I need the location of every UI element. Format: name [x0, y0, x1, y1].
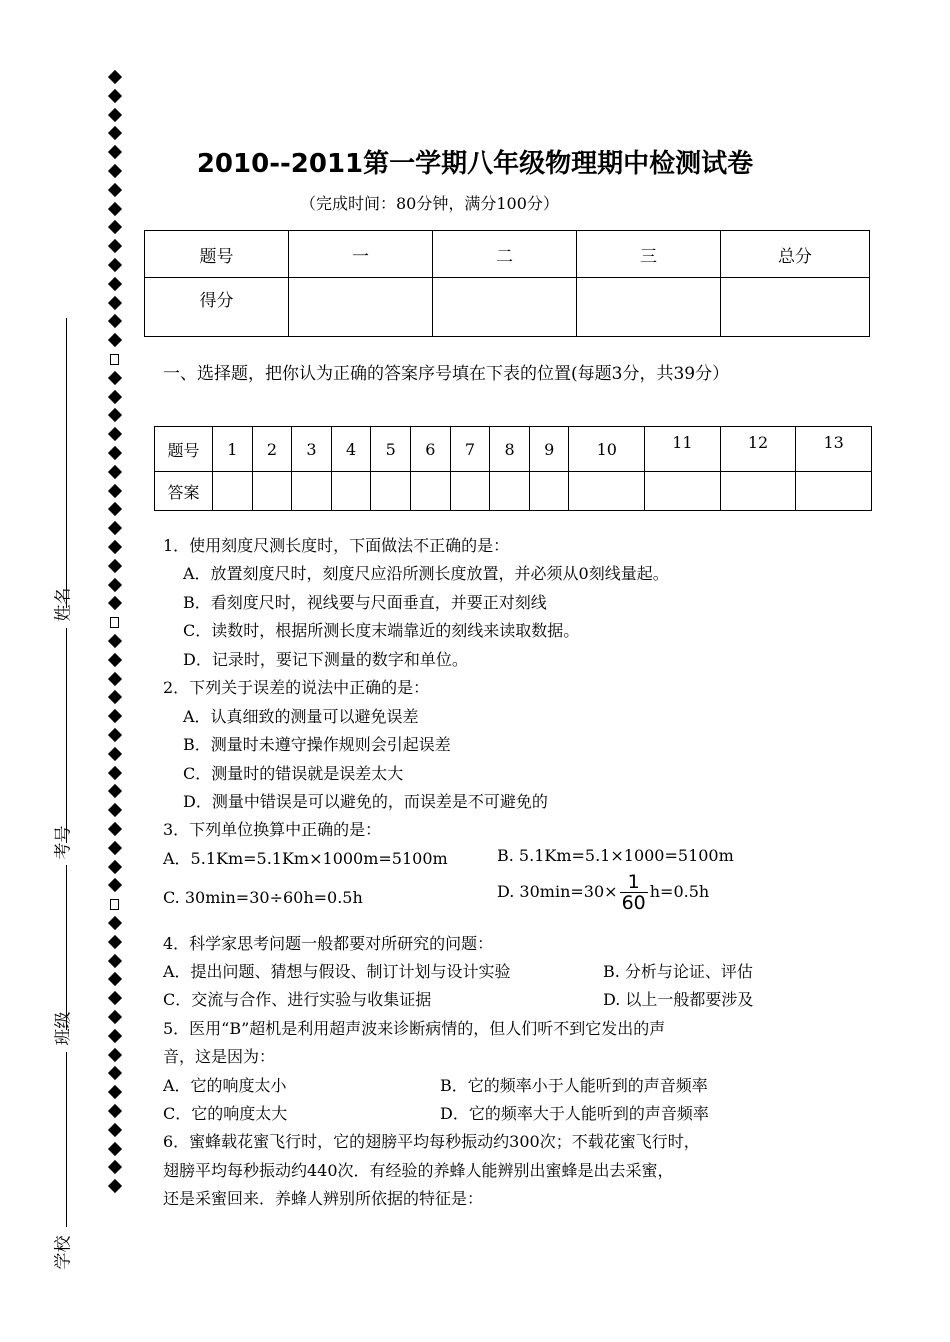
binding-square [110, 354, 119, 365]
score-header-cell: 一 [289, 231, 433, 278]
question-4-option-a: A．提出问题、猜想与假设、制订计划与设计实验 [163, 962, 511, 981]
binding-diamond [108, 766, 122, 780]
binding-diamond [108, 446, 122, 460]
question-number-cell: 1 [213, 427, 253, 472]
binding-diamond [108, 258, 122, 272]
score-cell[interactable] [433, 278, 577, 337]
answer-cell[interactable] [252, 472, 292, 511]
score-row-label: 得分 [145, 278, 289, 337]
question-5-option-b: B．它的频率小于人能听到的声音频率 [440, 1076, 708, 1095]
score-value-row [145, 278, 870, 337]
answer-cell[interactable] [529, 472, 569, 511]
score-header-row [145, 231, 870, 278]
question-number-cell: 10 [569, 427, 645, 472]
name-line [66, 318, 67, 608]
binding-diamond [108, 427, 122, 441]
question-1-stem: 1．使用刻度尺测长度时，下面做法不正确的是： [163, 536, 510, 555]
binding-diamond [108, 70, 122, 84]
question-6-line-3: 还是采蜜回来．养蜂人辨别所依据的特征是： [163, 1189, 484, 1208]
binding-diamond [108, 314, 122, 328]
question-4-option-d: D. 以上一般都要涉及 [603, 990, 754, 1009]
answer-input-row [155, 472, 872, 511]
question-3-stem: 3．下列单位换算中正确的是： [163, 820, 382, 839]
binding-diamond [108, 1142, 122, 1156]
binding-diamond [108, 502, 122, 516]
question-3-option-d-prefix: D. 30min=30× [497, 882, 618, 901]
binding-diamond [108, 277, 122, 291]
class-label: 班级 [53, 1011, 74, 1046]
school-label: 学校 [53, 1235, 74, 1270]
question-number-cell: 7 [450, 427, 490, 472]
question-4-option-b: B. 分析与论证、评估 [603, 962, 753, 981]
question-5-stem-line-2: 音，这是因为： [163, 1047, 276, 1066]
question-1-option-c: C．读数时，根据所测长度末端靠近的刻线来读取数据。 [183, 621, 580, 640]
binding-diamond [108, 709, 122, 723]
question-4-option-c: C．交流与合作、进行实验与收集证据 [163, 990, 432, 1009]
binding-diamond [108, 1066, 122, 1080]
binding-diamond [108, 521, 122, 535]
score-table [144, 230, 870, 337]
binding-diamond [108, 1085, 122, 1099]
answer-number-row [155, 427, 872, 472]
binding-diamond [108, 841, 122, 855]
binding-diamond [108, 1179, 122, 1193]
binding-diamond [108, 333, 122, 347]
question-number-cell: 6 [411, 427, 451, 472]
binding-diamond [108, 1160, 122, 1174]
answer-cell[interactable] [292, 472, 332, 511]
binding-diamond [108, 991, 122, 1005]
question-number-cell: 12 [720, 427, 796, 472]
binding-diamond [108, 296, 122, 310]
question-2-option-b: B．测量时未遵守操作规则会引起误差 [183, 735, 451, 754]
question-3-option-c: C. 30min=30÷60h=0.5h [163, 888, 363, 907]
score-header-cell: 三 [577, 231, 721, 278]
answer-cell[interactable] [569, 472, 645, 511]
class-line [66, 865, 67, 1030]
binding-diamond [108, 390, 122, 404]
answer-cell[interactable] [645, 472, 721, 511]
binding-margin [104, 72, 128, 1200]
answer-row-label: 题号 [155, 427, 213, 472]
exam-no-line [66, 628, 67, 843]
answer-cell[interactable] [450, 472, 490, 511]
question-3-option-a: A．5.1Km=5.1Km×1000m=5100m [163, 849, 448, 868]
exam-subtitle: （完成时间：80分钟，满分100分） [300, 194, 559, 213]
question-2-option-c: C．测量时的错误就是误差太大 [183, 764, 404, 783]
fraction [620, 872, 648, 913]
score-cell[interactable] [289, 278, 433, 337]
name-label: 姓名 [53, 587, 74, 622]
binding-diamond [108, 239, 122, 253]
binding-diamond [108, 371, 122, 385]
binding-diamond [108, 1104, 122, 1118]
question-number-cell: 8 [490, 427, 530, 472]
binding-diamond [108, 1048, 122, 1062]
binding-diamond [108, 878, 122, 892]
binding-diamond [108, 747, 122, 761]
binding-diamond [108, 784, 122, 798]
answer-cell[interactable] [371, 472, 411, 511]
binding-diamond [108, 972, 122, 986]
score-header-cell: 总分 [721, 231, 870, 278]
answer-cell[interactable] [720, 472, 796, 511]
binding-square [110, 899, 119, 910]
fraction-denominator: 60 [621, 892, 646, 914]
binding-diamond [108, 1029, 122, 1043]
question-2-option-a: A．认真细致的测量可以避免误差 [183, 707, 419, 726]
question-2-stem: 2．下列关于误差的说法中正确的是： [163, 678, 430, 697]
binding-square [110, 617, 119, 628]
binding-diamond [108, 578, 122, 592]
binding-diamond [108, 89, 122, 103]
answer-cell[interactable] [796, 472, 872, 511]
binding-diamond [108, 822, 122, 836]
section-one-heading: 一、选择题，把你认为正确的答案序号填在下表的位置(每题3分，共39分） [163, 364, 730, 384]
question-number-cell: 2 [252, 427, 292, 472]
question-number-cell: 3 [292, 427, 332, 472]
fraction-numerator: 1 [620, 872, 648, 893]
binding-diamond [108, 596, 122, 610]
question-3-option-b: B. 5.1Km=5.1×1000=5100m [497, 846, 734, 865]
binding-diamond [108, 164, 122, 178]
question-1-option-d: D．记录时，要记下测量的数字和单位。 [183, 650, 468, 669]
binding-diamond [108, 145, 122, 159]
binding-diamond [108, 183, 122, 197]
question-5-option-c: C．它的响度太大 [163, 1104, 288, 1123]
score-cell[interactable] [577, 278, 721, 337]
binding-diamond [108, 916, 122, 930]
answer-row-label: 答案 [155, 472, 213, 511]
score-header-cell: 二 [433, 231, 577, 278]
answer-cell[interactable] [411, 472, 451, 511]
question-number-cell: 13 [796, 427, 872, 472]
answer-cell[interactable] [331, 472, 371, 511]
question-4-stem: 4．科学家思考问题一般都要对所研究的问题： [163, 934, 494, 953]
binding-diamond [108, 860, 122, 874]
question-6-line-1: 6．蜜蜂载花蜜飞行时，它的翅膀平均每秒振动约300次；不载花蜜飞行时， [163, 1132, 700, 1151]
binding-diamond [108, 108, 122, 122]
question-number-cell: 11 [645, 427, 721, 472]
school-line [66, 1052, 67, 1227]
question-1-option-a: A．放置刻度尺时，刻度尺应沿所测长度放置，并必须从0刻线量起。 [183, 564, 669, 583]
binding-diamond [108, 484, 122, 498]
binding-diamond [108, 690, 122, 704]
question-1-option-b: B．看刻度尺时，视线要与尺面垂直，并要正对刻线 [183, 593, 547, 612]
question-6-line-2: 翅膀平均每秒振动约440次．有经验的养蜂人能辨别出蜜蜂是出去采蜜， [163, 1161, 674, 1180]
binding-diamond [108, 202, 122, 216]
question-number-cell: 9 [529, 427, 569, 472]
binding-diamond [108, 672, 122, 686]
binding-diamond [108, 465, 122, 479]
binding-diamond [108, 634, 122, 648]
question-3-option-d-suffix: h=0.5h [649, 882, 710, 901]
question-2-option-d: D．测量中错误是可以避免的，而误差是不可避免的 [183, 792, 548, 811]
question-3-option-d [497, 872, 709, 913]
binding-diamond [108, 559, 122, 573]
score-cell[interactable] [721, 278, 870, 337]
score-header-cell: 题号 [145, 231, 289, 278]
question-5-option-d: D．它的频率大于人能听到的声音频率 [440, 1104, 709, 1123]
answer-cell[interactable] [490, 472, 530, 511]
binding-diamond [108, 1010, 122, 1024]
binding-diamond [108, 540, 122, 554]
binding-diamond [108, 803, 122, 817]
binding-diamond [108, 220, 122, 234]
binding-diamond [108, 1123, 122, 1137]
binding-diamond [108, 954, 122, 968]
binding-diamond [108, 935, 122, 949]
binding-diamond [108, 408, 122, 422]
question-5-stem-line-1: 5．医用“B”超机是利用超声波来诊断病情的，但人们听不到它发出的声 [163, 1019, 666, 1038]
question-5-option-a: A．它的响度太小 [163, 1076, 287, 1095]
binding-diamond [108, 653, 122, 667]
binding-diamond [108, 728, 122, 742]
answer-table [154, 426, 872, 511]
question-number-cell: 5 [371, 427, 411, 472]
binding-diamond [108, 126, 122, 140]
exam-no-label: 考号 [53, 825, 74, 860]
answer-cell[interactable] [213, 472, 253, 511]
question-number-cell: 4 [331, 427, 371, 472]
exam-title: 2010--2011第一学期八年级物理期中检测试卷 [196, 149, 754, 179]
